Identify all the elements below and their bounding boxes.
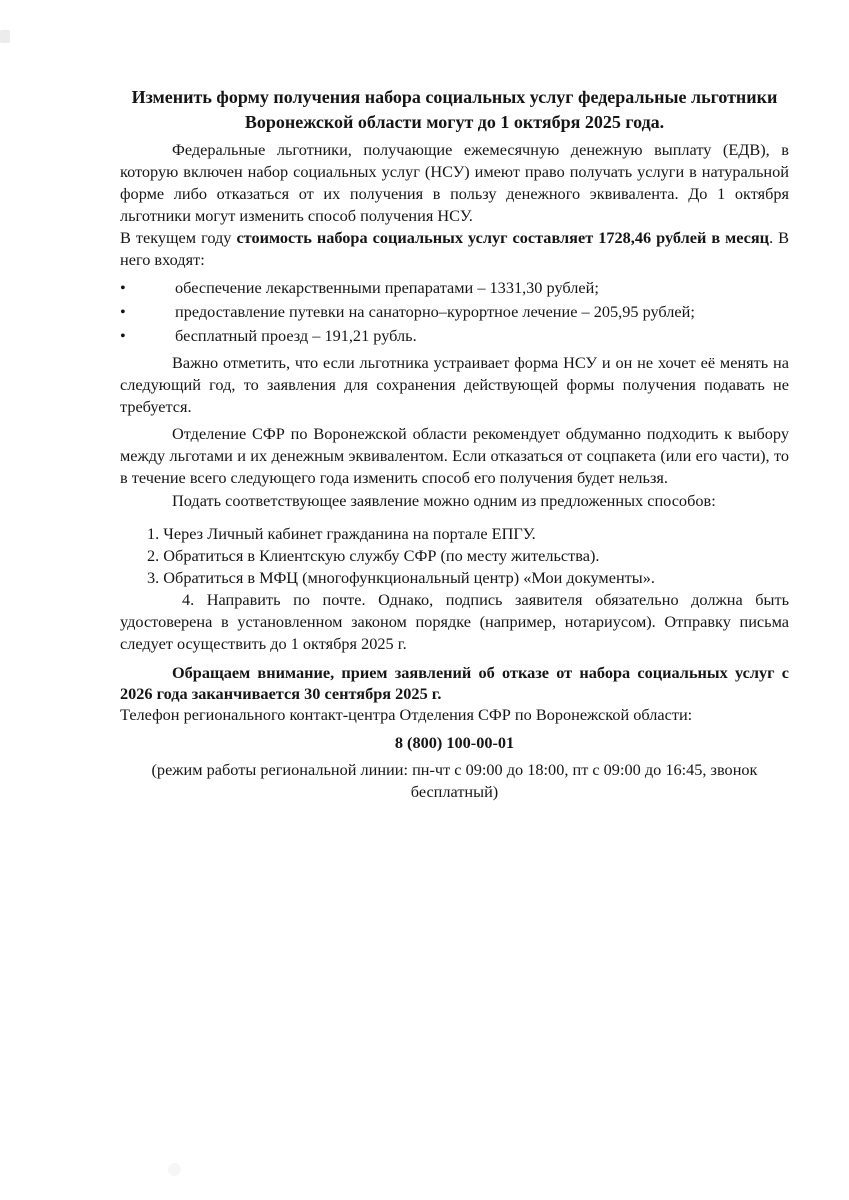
paragraph-cost <box>120 227 789 271</box>
paragraph-intro: Федеральные льготники, получающие ежемесячную денежную выплату (ЕДВ), в которую включен набор социальных услуг (НСУ) имеют право получать услуги в натуральной форме либо отказаться от их получения в пользу денежного эквивалента. До 1 октября льготники могут изменить способ получения НСУ. <box>120 140 789 225</box>
scan-artifact-top-left <box>0 30 10 43</box>
bullet-item-text-sanatorium: предоставление путевки на санаторно–курортное лечение – 205,95 рублей; <box>175 302 695 321</box>
numbered-item-epgu: 1. Через Личный кабинет гражданина на портале ЕПГУ. <box>147 524 536 543</box>
bullet-item-text-medicines: обеспечение лекарственными препаратами – 1331,30 рублей; <box>175 278 599 297</box>
cost-text-pre: В текущем году <box>120 228 237 247</box>
contact-schedule: (режим работы региональной линии: пн-чт с 09:00 до 18:00, пт с 09:00 до 16:45, звонок бесплатный) <box>151 760 758 801</box>
paragraph-application-ways: Подать соответствующее заявление можно одним из предложенных способов: <box>172 491 716 510</box>
bullet-item-text-transport: бесплатный проезд – 191,21 рубль. <box>175 326 417 345</box>
services-bullet-list <box>120 277 789 347</box>
bullet-list-item <box>120 277 789 299</box>
application-methods-list <box>120 523 789 589</box>
paragraph-recommendation: Отделение СФР по Воронежской области рекомендует обдуманно подходить к выбору между льготами и их денежным эквивалентом. Если отказаться от соцпакета (или его части), то в течение всего следующего года изменить способ его получения будет нельзя. <box>120 424 789 487</box>
numbered-item-client-service: 2. Обратиться в Клиентскую службу СФР (по месту жительства). <box>147 546 600 565</box>
bullet-icon: • <box>120 278 126 297</box>
scan-artifact-bottom <box>168 1163 181 1176</box>
bullet-icon: • <box>120 302 126 321</box>
contact-center-label: Телефон регионального контакт-центра Отделения СФР по Воронежской области: <box>120 705 693 724</box>
phone-number: 8 (800) 100-00-01 <box>394 733 515 752</box>
paragraph-deadline-notice: Обращаем внимание, прием заявлений об отказе от набора социальных услуг с 2026 года заканчивается 30 сентября 2025 г. <box>120 663 789 703</box>
cost-text-bold: стоимость набора социальных услуг составляет 1728,46 рублей в месяц <box>236 228 770 247</box>
cost-text-post: . В него входят: <box>120 228 789 269</box>
bullet-list-item <box>120 325 789 347</box>
paragraph-mail-method: 4. Направить по почте. Однако, подпись заявителя обязательно должна быть удостоверена в установленном законом порядке (например, нотариусом). Отправку письма следует осуществить до 1 октября 2025 г. <box>120 590 789 653</box>
paragraph-keep-form: Важно отметить, что если льготника устраивает форма НСУ и он не хочет её менять на следующий год, то заявления для сохранения действующей формы получения подавать не требуется. <box>120 353 789 416</box>
bullet-list-item <box>120 301 789 323</box>
document-title: Изменить форму получения набора социальных услуг федеральные льготники Воронежской области могут до 1 октября 2025 года. <box>131 87 778 132</box>
numbered-item-mfc: 3. Обратиться в МФЦ (многофункциональный центр) «Мои документы». <box>147 568 655 587</box>
bullet-icon: • <box>120 326 126 345</box>
